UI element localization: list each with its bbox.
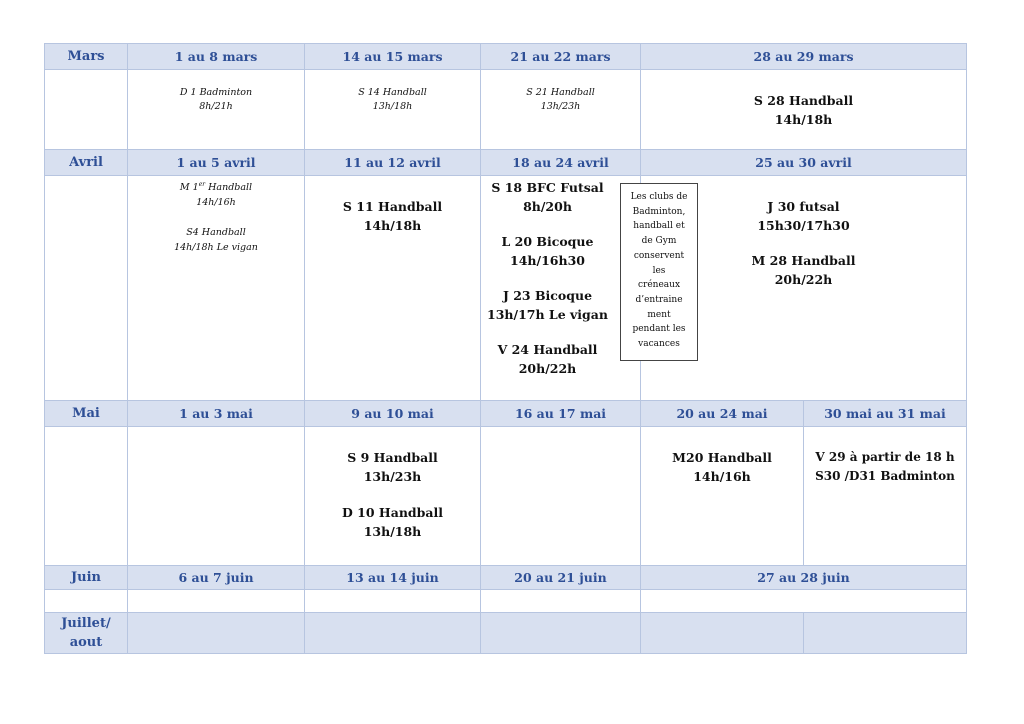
week-header: 16 au 17 mai: [480, 400, 641, 427]
month-empty-cell: [44, 426, 128, 566]
event-cell: [127, 589, 305, 613]
week-header: 1 au 3 mai: [127, 400, 305, 427]
event-cell: [127, 175, 305, 401]
event-cell: [480, 69, 641, 150]
week-header: 27 au 28 juin: [640, 565, 967, 590]
event-cell: [304, 589, 481, 613]
week-header: 30 mai au 31 mai: [803, 400, 967, 427]
event-cell: [127, 69, 305, 150]
event-title: S 9 Handball: [347, 450, 438, 465]
event-time: 13h/23h: [363, 469, 422, 484]
event-time: 15h30/17h30: [757, 218, 850, 233]
month-empty-cell: [44, 175, 128, 401]
event-cell: [480, 426, 641, 566]
month-empty-cell: [44, 69, 128, 150]
event-title: S 14 Handball: [358, 87, 427, 98]
event-title: S4 Handball: [186, 227, 246, 239]
event-title: J 23 Bicoque: [502, 288, 593, 303]
week-header: 9 au 10 mai: [304, 400, 481, 427]
event-time: 14h/18h Le vigan: [174, 242, 258, 254]
note-line: d’entraine: [635, 294, 683, 305]
week-header: 6 au 7 juin: [127, 565, 305, 590]
week-header: 21 au 22 mars: [480, 43, 641, 70]
event-time: 13h/18h: [363, 524, 422, 539]
event-title: S 11 Handball: [342, 199, 443, 214]
empty-cell: [304, 612, 481, 654]
note-line: Les clubs de: [630, 192, 688, 202]
month-mai: Mai: [44, 400, 128, 427]
empty-cell: [803, 612, 967, 654]
note-line: Badminton,: [632, 206, 686, 217]
event-cell: [480, 175, 641, 401]
week-header: 18 au 24 avril: [480, 149, 641, 176]
event-title: J 30 futsal: [767, 199, 840, 214]
month-juin: Juin: [44, 565, 128, 590]
note-line: les: [652, 265, 666, 276]
planning-table: [44, 43, 967, 654]
event-cell: [304, 69, 481, 150]
event-title: D 1 Badminton: [179, 87, 253, 98]
week-header: 28 au 29 mars: [640, 43, 967, 70]
event-time: 13h/18h: [372, 101, 413, 112]
event-title: L 20 Bicoque: [501, 234, 594, 249]
event-title: S30 /D31 Badminton: [815, 469, 955, 483]
week-header: 14 au 15 mars: [304, 43, 481, 70]
week-header: 11 au 12 avril: [304, 149, 481, 176]
event-time: 14h/16h30: [510, 253, 585, 268]
event-title: D 10 Handball: [341, 505, 443, 520]
week-header: 20 au 24 mai: [640, 400, 804, 427]
empty-cell: [640, 612, 804, 654]
vacation-note-box: [620, 183, 698, 361]
event-title: V 29 à partir de 18 h: [815, 450, 955, 464]
month-mars: Mars: [44, 43, 128, 70]
note-line: pendant les: [632, 324, 686, 335]
month-empty-cell: [44, 589, 128, 613]
event-cell: [640, 69, 967, 150]
week-header: 25 au 30 avril: [640, 149, 967, 176]
week-header: 1 au 8 mars: [127, 43, 305, 70]
event-cell: [640, 589, 967, 613]
week-header: 13 au 14 juin: [304, 565, 481, 590]
event-time: 14h/18h: [363, 218, 422, 233]
note-line: conservent: [633, 250, 685, 261]
event-cell: [304, 175, 481, 401]
event-time: 14h/16h: [693, 469, 751, 484]
event-time: 20h/22h: [774, 272, 833, 287]
month-juillet-aout: Juillet/ aout: [44, 612, 128, 654]
event-title: V 24 Handball: [497, 342, 598, 357]
event-title: M 1er Handball: [179, 181, 253, 194]
event-cell: [480, 589, 641, 613]
note-line: créneaux: [637, 280, 681, 291]
week-header: 20 au 21 juin: [480, 565, 641, 590]
event-title: S 28 Handball: [753, 93, 854, 108]
event-time: 14h/18h: [774, 112, 833, 127]
event-title: M 28 Handball: [751, 253, 856, 268]
note-line: vacances: [638, 339, 680, 350]
event-cell: [803, 426, 967, 566]
note-line: de Gym: [641, 236, 677, 247]
event-cell: [640, 426, 804, 566]
event-cell: [304, 426, 481, 566]
empty-cell: [127, 612, 305, 654]
event-time: 8h/20h: [523, 199, 572, 214]
event-title: M20 Handball: [672, 450, 772, 465]
event-time: 8h/21h: [199, 101, 233, 112]
note-line: handball et: [633, 221, 685, 232]
event-cell: [127, 426, 305, 566]
event-time: 20h/22h: [518, 361, 577, 376]
event-title: S 21 Handball: [526, 87, 595, 98]
month-avril: Avril: [44, 149, 128, 176]
event-time: 13h/17h Le vigan: [487, 307, 608, 322]
event-time: 13h/23h: [540, 101, 581, 112]
event-title: S 18 BFC Futsal: [491, 180, 604, 195]
empty-cell: [480, 612, 641, 654]
event-time: 14h/16h: [196, 197, 236, 209]
week-header: 1 au 5 avril: [127, 149, 305, 176]
note-line: ment: [647, 309, 671, 320]
